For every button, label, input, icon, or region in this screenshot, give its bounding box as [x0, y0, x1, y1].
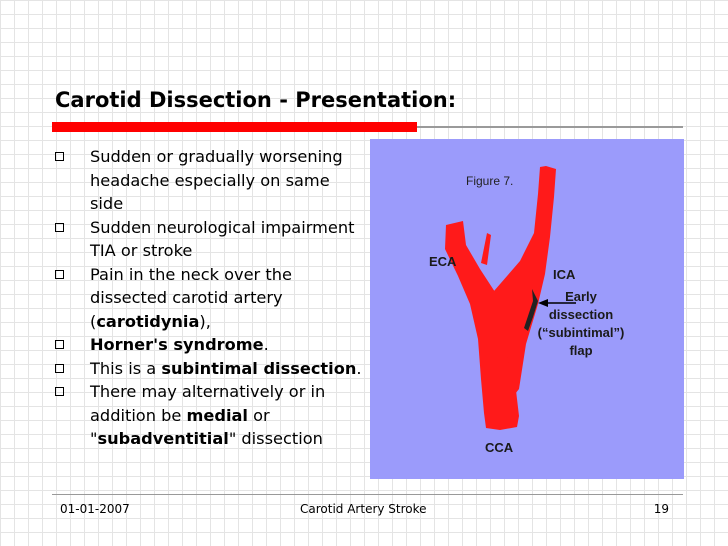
- cca-label: CCA: [485, 440, 514, 455]
- bullet-text: .: [356, 358, 362, 378]
- figure-caption: Figure 7.: [466, 174, 514, 188]
- carotid-diagram: [370, 139, 684, 479]
- slide-footer: [52, 494, 683, 516]
- bullet-item: [52, 333, 362, 357]
- bullet-text: Sudden or gradually worsening headache especially on same side: [90, 147, 343, 213]
- bullet-text-bold: Horner's syndrome: [90, 335, 264, 354]
- bullet-square-icon: [55, 223, 64, 232]
- flap-label-4: flap: [569, 343, 593, 358]
- bullet-text: ),: [199, 311, 211, 331]
- bullet-text-bold: carotidynia: [96, 311, 200, 331]
- bullet-text-bold: subadventitial: [97, 429, 229, 448]
- title-accent-rule: [52, 122, 417, 132]
- bullet-item: [52, 145, 362, 216]
- eca-side-branch: [481, 233, 491, 265]
- bullet-text: " dissection: [228, 429, 323, 448]
- bullet-item: [52, 263, 362, 334]
- bullet-text-bold: medial: [186, 405, 248, 425]
- bullet-square-icon: [55, 270, 64, 279]
- bullet-text: .: [263, 335, 269, 354]
- bullet-list: [52, 145, 362, 451]
- title-gray-rule: [417, 126, 683, 128]
- flap-label-1: Early: [565, 289, 597, 304]
- footer-page-number: 19: [653, 502, 669, 516]
- flap-label-2: dissection: [548, 307, 614, 322]
- bullet-text: There may alternatively or in addition be: [90, 382, 326, 425]
- eca-label: ECA: [429, 254, 457, 269]
- bullet-text: Sudden neurological impairment TIA or stroke: [90, 217, 355, 260]
- bullet-text: or ": [90, 405, 270, 448]
- flap-arrowhead: [538, 299, 548, 307]
- bullet-item: [52, 380, 362, 451]
- bullet-text-bold: subintimal dissection: [161, 358, 357, 378]
- bullet-square-icon: [55, 340, 64, 349]
- flap-label-3: (“subintimal”): [537, 325, 625, 340]
- ica-label: ICA: [553, 267, 576, 282]
- bullet-text: Pain in the neck over the dissected carotid artery (: [90, 264, 292, 331]
- carotid-figure: [370, 139, 684, 479]
- footer-date: 01-01-2007: [60, 502, 130, 516]
- footer-title: Carotid Artery Stroke: [300, 502, 427, 516]
- bullet-square-icon: [55, 387, 64, 396]
- bullet-item: [52, 357, 362, 381]
- bullet-square-icon: [55, 152, 64, 161]
- bullet-square-icon: [55, 364, 64, 373]
- bullet-text: This is a: [90, 358, 162, 378]
- slide-title: Carotid Dissection - Presentation:: [55, 88, 457, 112]
- bullet-item: [52, 216, 362, 263]
